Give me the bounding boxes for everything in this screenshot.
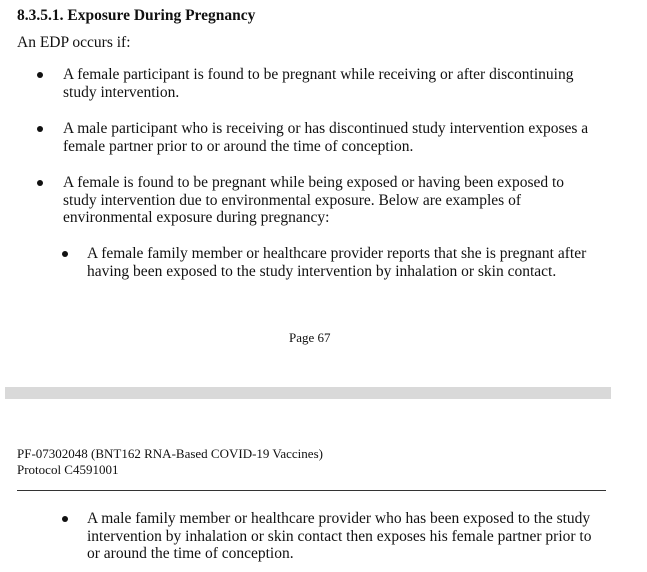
page-number: Page 67 xyxy=(289,330,331,345)
bullet-line: female partner prior to or around the time of conception. xyxy=(63,137,414,155)
section-heading: 8.3.5.1. Exposure During Pregnancy xyxy=(17,7,256,24)
bullet-icon xyxy=(37,72,43,78)
header-rule xyxy=(17,490,606,491)
page-separator xyxy=(5,387,611,399)
bullet-line: A male participant who is receiving or has discontinued study intervention exposes a xyxy=(63,120,589,137)
bullet-line: A female participant is found to be pregnant while receiving or after discontinuing xyxy=(63,66,574,83)
sub-bullet-text xyxy=(87,510,591,563)
bullet-line: or around the time of conception. xyxy=(87,545,294,562)
protocol-number: Protocol C4591001 xyxy=(17,462,119,477)
sub-bullet-text xyxy=(87,245,586,280)
bullet-line: study intervention due to environmental exposure. Below are examples of xyxy=(63,191,521,209)
document-id: PF-07302048 (BNT162 RNA-Based COVID-19 Vaccines) xyxy=(17,446,323,461)
bullet-icon xyxy=(37,180,43,186)
bullet-line: study intervention. xyxy=(63,83,180,101)
bullet-icon xyxy=(37,126,43,132)
bullet-text xyxy=(63,66,573,101)
bullet-line: environmental exposure during pregnancy: xyxy=(63,209,330,226)
bullet-line: having been exposed to the study intervention by inhalation or skin contact. xyxy=(87,262,557,280)
section-intro: An EDP occurs if: xyxy=(17,34,131,51)
bullet-text xyxy=(63,174,564,227)
bullet-line: intervention by inhalation or skin contact then exposes his female partner prior to xyxy=(87,527,592,545)
bullet-line: A female is found to be pregnant while being exposed or having been exposed to xyxy=(63,174,565,191)
bullet-line: A female family member or healthcare provider reports that she is pregnant after xyxy=(87,245,587,262)
bullet-icon xyxy=(62,251,68,257)
bullet-line: A male family member or healthcare provider who has been exposed to the study xyxy=(87,510,591,527)
running-header xyxy=(17,446,323,478)
bullet-text xyxy=(63,120,588,155)
bullet-icon xyxy=(62,516,68,522)
